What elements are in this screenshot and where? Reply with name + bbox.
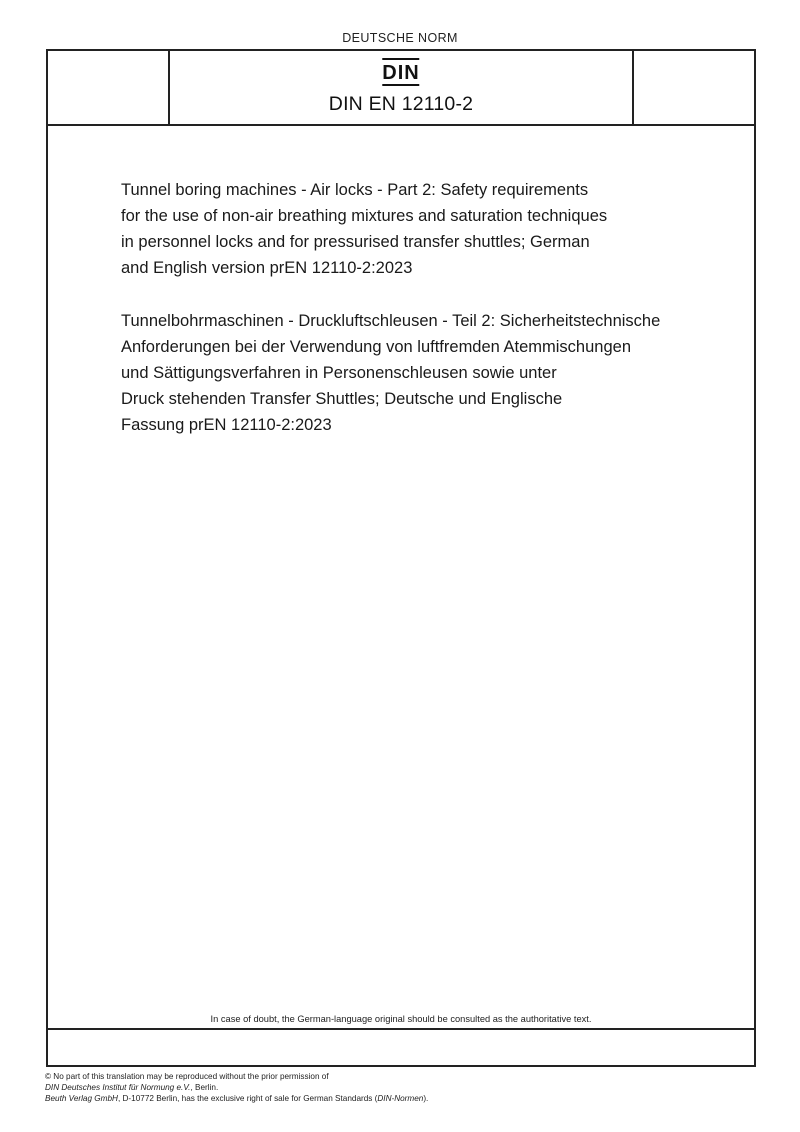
- english-title: [121, 177, 721, 281]
- standard-type-label: DEUTSCHE NORM: [342, 31, 458, 45]
- beuth-verlag-name: Beuth Verlag GmbH: [45, 1094, 118, 1103]
- german-title-line: Anforderungen bei der Verwendung von luftfremden Atemmischungen: [121, 338, 631, 356]
- german-title-line: Druck stehenden Transfer Shuttles; Deutsche und Englische: [121, 390, 563, 408]
- copyright-line-3: Beuth Verlag GmbH, D-10772 Berlin, has the exclusive right of sale for German Standards (DIN-Normen).: [45, 1094, 429, 1103]
- german-title-line: Fassung prEN 12110-2:2023: [121, 416, 332, 434]
- english-title-line: for the use of non-air breathing mixtures and saturation techniques: [121, 207, 608, 225]
- copyright-line-1: © No part of this translation may be reproduced without the prior permission of: [45, 1072, 329, 1081]
- header-cell-left: [48, 51, 170, 124]
- footer-row: [48, 1028, 754, 1065]
- english-title-line: and English version prEN 12110-2:2023: [121, 259, 413, 277]
- header-center: [170, 51, 632, 124]
- german-title-line: Tunnelbohrmaschinen - Druckluftschleusen - Teil 2: Sicherheitstechnische: [121, 312, 661, 330]
- header-cell-right: [632, 51, 754, 124]
- din-institute-name: DIN Deutsches Institut für Normung e.V.: [45, 1083, 191, 1092]
- copyright-notice: [45, 1071, 428, 1104]
- authoritative-text-note: In case of doubt, the German-language original should be consulted as the authoritative text.: [210, 1014, 592, 1024]
- copyright-line-2: DIN Deutsches Institut für Normung e.V., Berlin.: [45, 1083, 219, 1092]
- din-logo: DIN: [382, 58, 419, 86]
- document-frame: [46, 49, 756, 1067]
- english-title-line: in personnel locks and for pressurised transfer shuttles; German: [121, 233, 590, 251]
- header-row: [48, 51, 754, 126]
- german-title: [121, 308, 721, 438]
- english-title-line: Tunnel boring machines - Air locks - Part 2: Safety requirements: [121, 181, 589, 199]
- german-title-line: und Sättigungsverfahren in Personenschleusen sowie unter: [121, 364, 557, 382]
- document-number: DIN EN 12110-2: [328, 93, 474, 115]
